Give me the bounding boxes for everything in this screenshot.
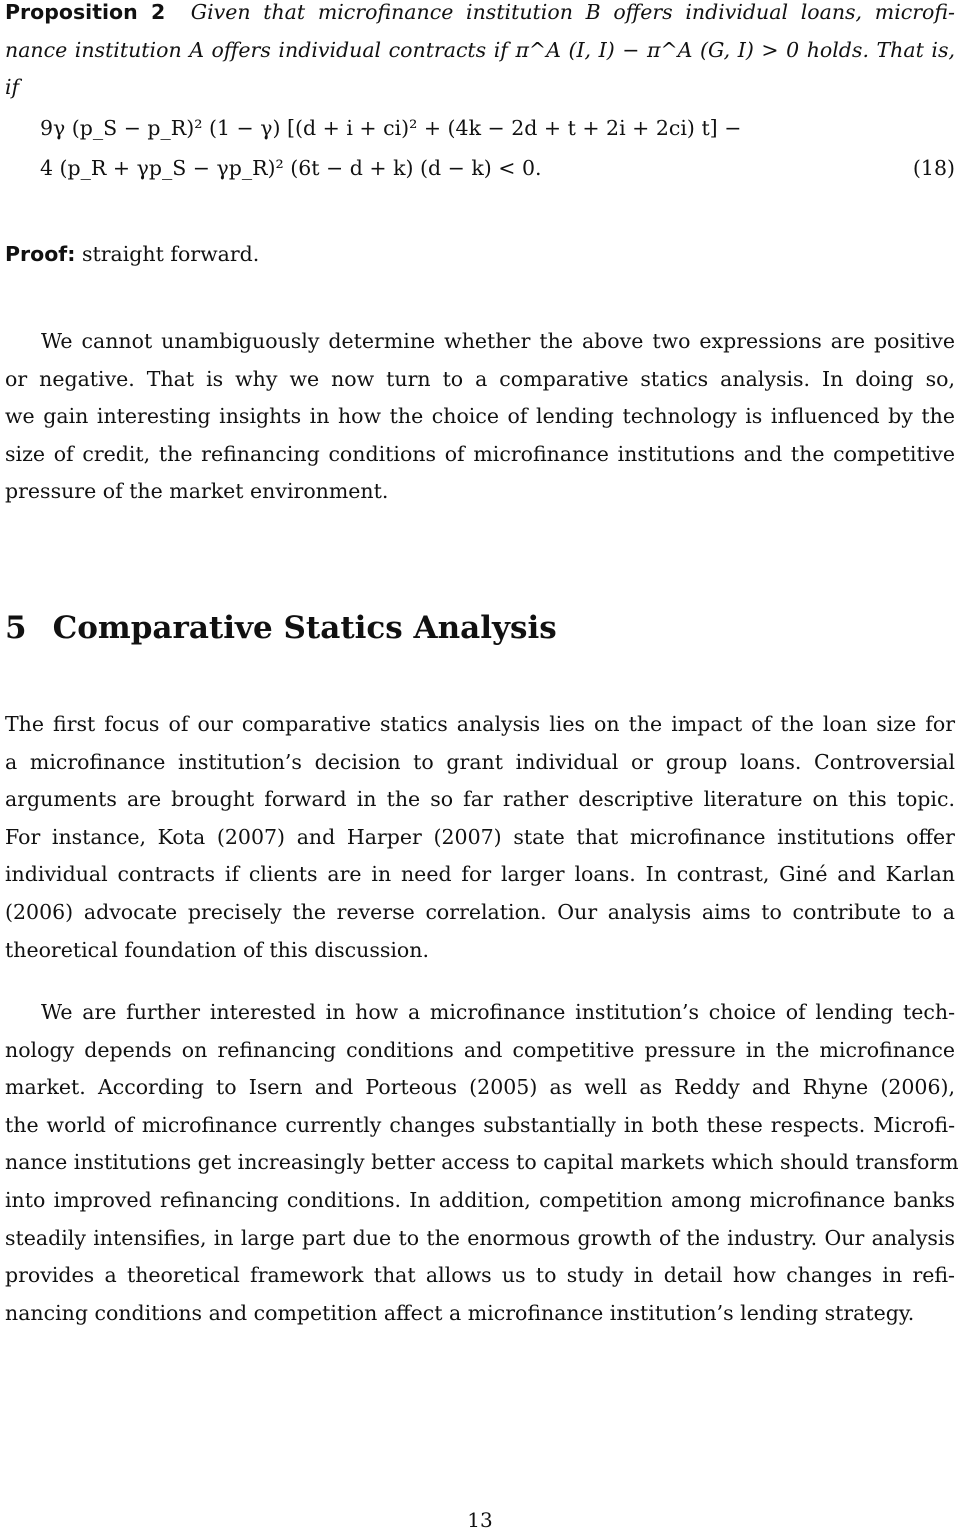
proposition-text: Given that microfinance institution B offers individual loans, microfi- [190,0,955,24]
proposition-line-2: nance institution A offers individual contracts if π^A (I, I) − π^A (G, I) > 0 holds. That is, [5,37,955,62]
text-line: size of credit, the refinancing conditions of microfinance institutions and the competitive [5,441,955,466]
proof-label: Proof: [5,242,76,266]
text-line: The first focus of our comparative statics analysis lies on the impact of the loan size for [5,712,955,736]
proposition-block [5,0,955,107]
text-line: pressure of the market environment. [5,479,389,504]
section-heading [5,610,557,646]
text-line: We cannot unambiguously determine whether the above two expressions are positive [41,329,955,353]
paragraph-intro [5,323,955,511]
text-line: (2006) advocate precisely the reverse correlation. Our analysis aims to contribute to a [5,899,955,924]
text-line: nance institutions get increasingly better access to capital markets which should transform [5,1150,959,1175]
text-line: theoretical foundation of this discussion. [5,937,429,962]
text-line: nancing conditions and competition affect a microfinance institution’s lending strategy. [5,1300,915,1325]
text-line: the world of microfinance currently changes substantially in both these respects. Microfi- [5,1112,955,1137]
text-line: For instance, Kota (2007) and Harper (2007) state that microfinance institutions offer [5,824,955,849]
paragraph-refinancing [5,994,959,1332]
proof-block [5,236,955,274]
text-line: we gain interesting insights in how the choice of lending technology is influenced by the [5,404,955,429]
section-title: Comparative Statics Analysis [52,610,557,646]
equation-18 [40,108,955,188]
equation-number: (18) [912,156,955,180]
equation-line-2: 4 (p_R + γp_S − γp_R)² (6t − d + k) (d − k) < 0. [40,156,542,180]
paragraph-loan-size [5,706,955,969]
section-number: 5 [5,610,27,646]
text-line: steadily intensifies, in large part due to the enormous growth of the industry. Our analysis [5,1225,955,1250]
text-line: nology depends on refinancing conditions and competitive pressure in the microfinance [5,1037,955,1062]
text-line: a microfinance institution’s decision to grant individual or group loans. Controversial [5,749,955,774]
text-line: into improved refinancing conditions. In addition, competition among microfinance banks [5,1187,955,1212]
proposition-label: Proposition 2 [5,0,166,24]
text-line: individual contracts if clients are in need for larger loans. In contrast, Giné and Karlan [5,862,955,887]
text-line: provides a theoretical framework that allows us to study in detail how changes in refi- [5,1263,955,1288]
equation-line-1: 9γ (p_S − p_R)² (1 − γ) [(d + i + ci)² + (4k − 2d + t + 2i + 2ci) t] − [40,116,742,140]
proposition-line-1 [5,0,955,32]
text-line: market. According to Isern and Porteous (2005) as well as Reddy and Rhyne (2006), [5,1075,955,1100]
text-line: or negative. That is why we now turn to a comparative statics analysis. In doing so, [5,366,955,391]
proof-text: straight forward. [81,242,260,266]
text-line: We are further interested in how a microfinance institution’s choice of lending tech- [41,1000,955,1024]
page-number: 13 [467,1508,493,1532]
proposition-line-3: if [5,75,20,100]
text-line: arguments are brought forward in the so far rather descriptive literature on this topic. [5,787,955,812]
